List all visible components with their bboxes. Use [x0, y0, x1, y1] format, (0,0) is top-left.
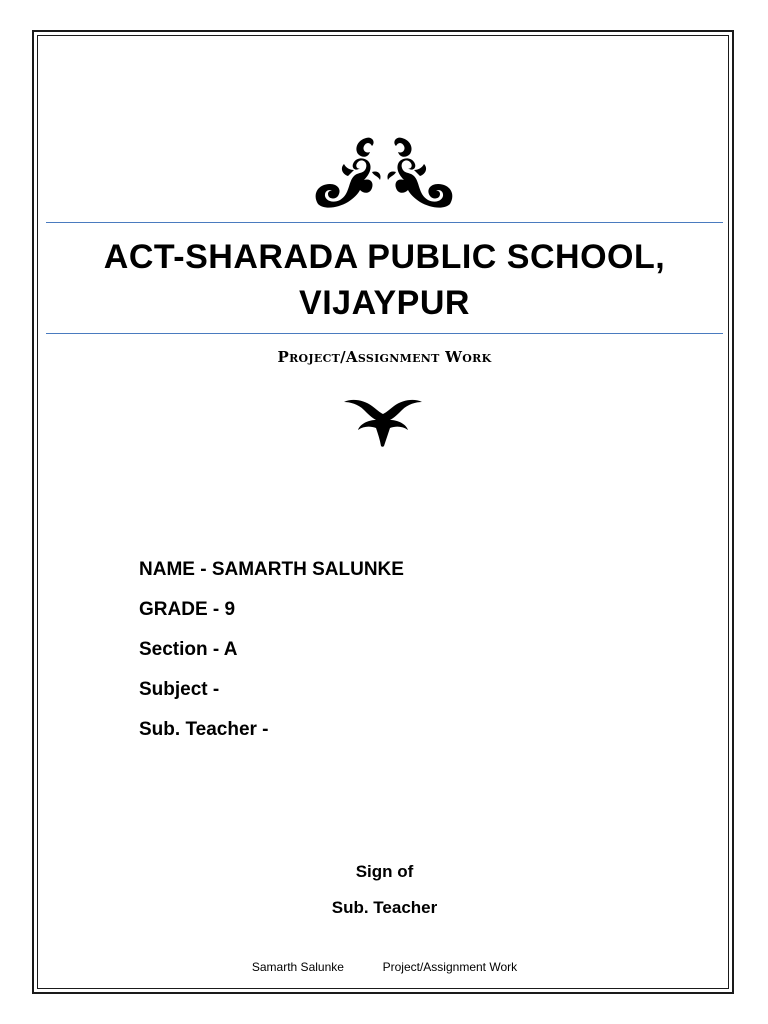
fleuron-icon — [342, 394, 424, 448]
title-bottom-rule — [46, 333, 723, 334]
school-title-line-1: ACT-SHARADA PUBLIC SCHOOL, — [103, 238, 666, 276]
page-footer — [46, 960, 723, 974]
detail-section: Section - A — [139, 639, 238, 660]
school-title — [46, 234, 723, 326]
signature-label-line-1: Sign of — [355, 862, 414, 881]
school-title-line-2: VIJAYPUR — [299, 284, 470, 322]
detail-sub-teacher: Sub. Teacher - — [139, 719, 269, 740]
detail-grade: GRADE - 9 — [139, 599, 236, 620]
footer-title: Project/Assignment Work — [382, 960, 518, 974]
project-heading: Project/Assignment Work — [277, 348, 492, 366]
floral-flourish-icon — [308, 132, 460, 212]
signature-label-line-2: Sub. Teacher — [331, 898, 438, 917]
detail-subject: Subject - — [139, 679, 220, 700]
footer-author: Samarth Salunke — [251, 960, 344, 974]
signature-block — [46, 858, 723, 930]
title-top-rule — [46, 222, 723, 223]
student-details — [139, 556, 639, 756]
detail-name: NAME - SAMARTH SALUNKE — [139, 559, 404, 580]
